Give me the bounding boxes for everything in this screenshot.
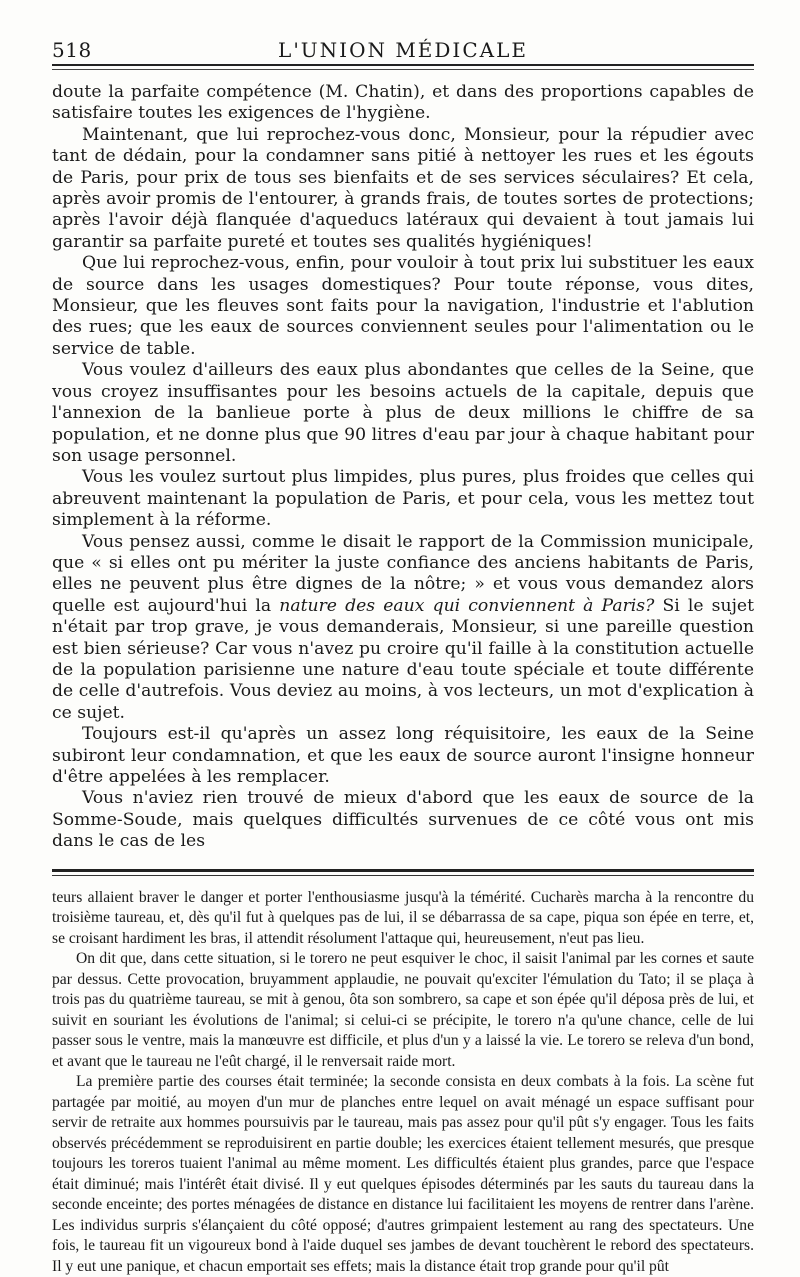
journal-title: L'UNION MÉDICALE [278,38,528,62]
paragraph: Maintenant, que lui reprochez-vous donc, Monsieur, pour la répudier avec tant de dédain, pour la condamner sans pitié à nettoyer les rues et les égouts de Paris, pour prix de tous ses bienfaits et de ses services séculaires? Et cela, après avoir promis de l'entourer, à grands frais, de toutes sortes de protections; après l'avoir déjà flanquée d'aqueducs latéraux qui devaient à tout jamais lui garantir sa parfaite pureté et toutes ses qualités hygiéniques! [52,124,754,252]
italic-phrase: nature des eaux qui conviennent à Paris? [279,595,655,616]
paragraph: Vous les voulez surtout plus limpides, plus pures, plus froides que celles qui abreuvent maintenant la population de Paris, et pour cela, vous les mettez tout simplement à la réforme. [52,467,754,531]
paragraph: teurs allaient braver le danger et porter l'enthousiasme jusqu'à la témérité. Cucharès marcha à la rencontre du troisième taureau, et, dès qu'il fut à quelques pas de lui, il se débarrassa de sa cape, piqua son épée en terre, et, se croisant hardiment les bras, il attendit résolument l'attaque qui, heureusement, n'eut pas lieu. [52,888,754,947]
paragraph: doute la parfaite compétence (M. Chatin), et dans des proportions capables de satisfaire toutes les exigences de l'hygiène. [52,82,754,124]
page [52,28,754,1277]
paragraph: On dit que, dans cette situation, si le torero ne peut esquiver le choc, il saisit l'animal par les cornes et saute par dessus. Cette provocation, bruyamment applaudie, ne pouvait qu'exciter l'émulation du Tato; il se plaça à trois pas du quatrième taureau, se mit à genou, ôta son sombrero, sa cape et son épée qu'il déposa près de lui, et suivit en souriant les évolutions de l'animal; si celui-ci se précipite, le torero n'a qu'une chance, celle de lui passer sous le ventre, mais la manœuvre est difficile, et plus d'un y a laissé la vie. Le torero se releva d'un bond, et avant que le taureau ne l'eût chargé, il le renversait raide mort. [52,950,754,1070]
paragraph: Que lui reprochez-vous, enfin, pour vouloir à tout prix lui substituer les eaux de source dans les usages domestiques? Pour toute réponse, vous dites, Monsieur, que les fleuves sont faits pour la navigation, l'industrie et l'ablution des rues; que les eaux de sources conviennent seules pour l'alimentation ou le service de table. [52,253,754,359]
paragraph [52,532,754,725]
paragraph: Vous voulez d'ailleurs des eaux plus abondantes que celles de la Seine, que vous croyez insuffisantes pour les besoins actuels de la capitale, depuis que l'annexion de la banlieue porte à plus de deux millions le chiffre de sa population, et ne donne plus que 90 litres d'eau par jour à chaque habitant pour son usage personnel. [52,360,754,466]
header-rule [52,64,754,66]
separator-rule-thin [52,875,754,876]
paragraph: Vous n'aviez rien trouvé de mieux d'abord que les eaux de source de la Somme-Soude, mais quelques difficultés survenues de ce côté vous ont mis dans le cas de les [52,788,754,852]
main-article [52,82,754,853]
text-run: Vous pensez aussi, comme le disait le rapport de la Commission municipale, que « si elles ont pu mériter la juste confiance des anciens habitants de Paris, elles ne peuvent plus être dignes de la nôtre; » et vous vous demandez alors quelle est aujourd'hui la [52,531,754,616]
text-run: Si le sujet n'était par trop grave, je vous demanderais, Monsieur, si une pareille question est bien sérieuse? Car vous n'avez pu croire qu'il faille à la constitution actuelle de la population parisienne une nature d'eau toute spéciale et toute différente de celle d'autrefois. Vous deviez au moins, à vos lecteurs, un mot d'explication à ce sujet. [52,595,754,723]
header-rule-thin [52,69,754,70]
paragraph: Toujours est-il qu'après un assez long réquisitoire, les eaux de la Seine subiront leur condamnation, et que les eaux de source auront l'insigne honneur d'être appelées à les remplacer. [52,724,754,787]
paragraph: La première partie des courses était terminée; la seconde consista en deux combats à la fois. La scène fut partagée par moitié, au moyen d'un mur de planches entre lequel on avait ménagé un espace suffisant pour servir de retraite aux hommes poursuivis par le taureau, mais pas assez pour qu'il pût s'y engager. Tous les faits observés précédemment se reproduisirent en partie double; les exercices étaient tellement mesurés, que presque toujours les toreros tuaient l'animal au même moment. Les difficultés étaient plus grandes, parce que l'espace était diminué; mais l'intérêt était divisé. Il y eut quelques épisodes déterminés par les sauts du taureau dans la seconde enceinte; des portes ménagées de distance en distance lui facilitaient les moyens de rentrer dans l'arène. Les individus surpris s'élançaient du côté opposé; d'autres grimpaient lestement au rang des spectateurs. Une fois, le taureau fit un vigoureux bond à l'aide duquel ses jambes de devant touchèrent le rebord des spectateurs. Il y eut une panique, et chacun emportait ses effets; mais la distance était trop grande pour qu'il pût [52,1073,754,1275]
page-number: 518 [52,38,92,62]
running-head [52,28,754,62]
feuilleton-separator [52,869,754,876]
separator-rule-thick [52,869,754,872]
feuilleton [52,888,754,1277]
